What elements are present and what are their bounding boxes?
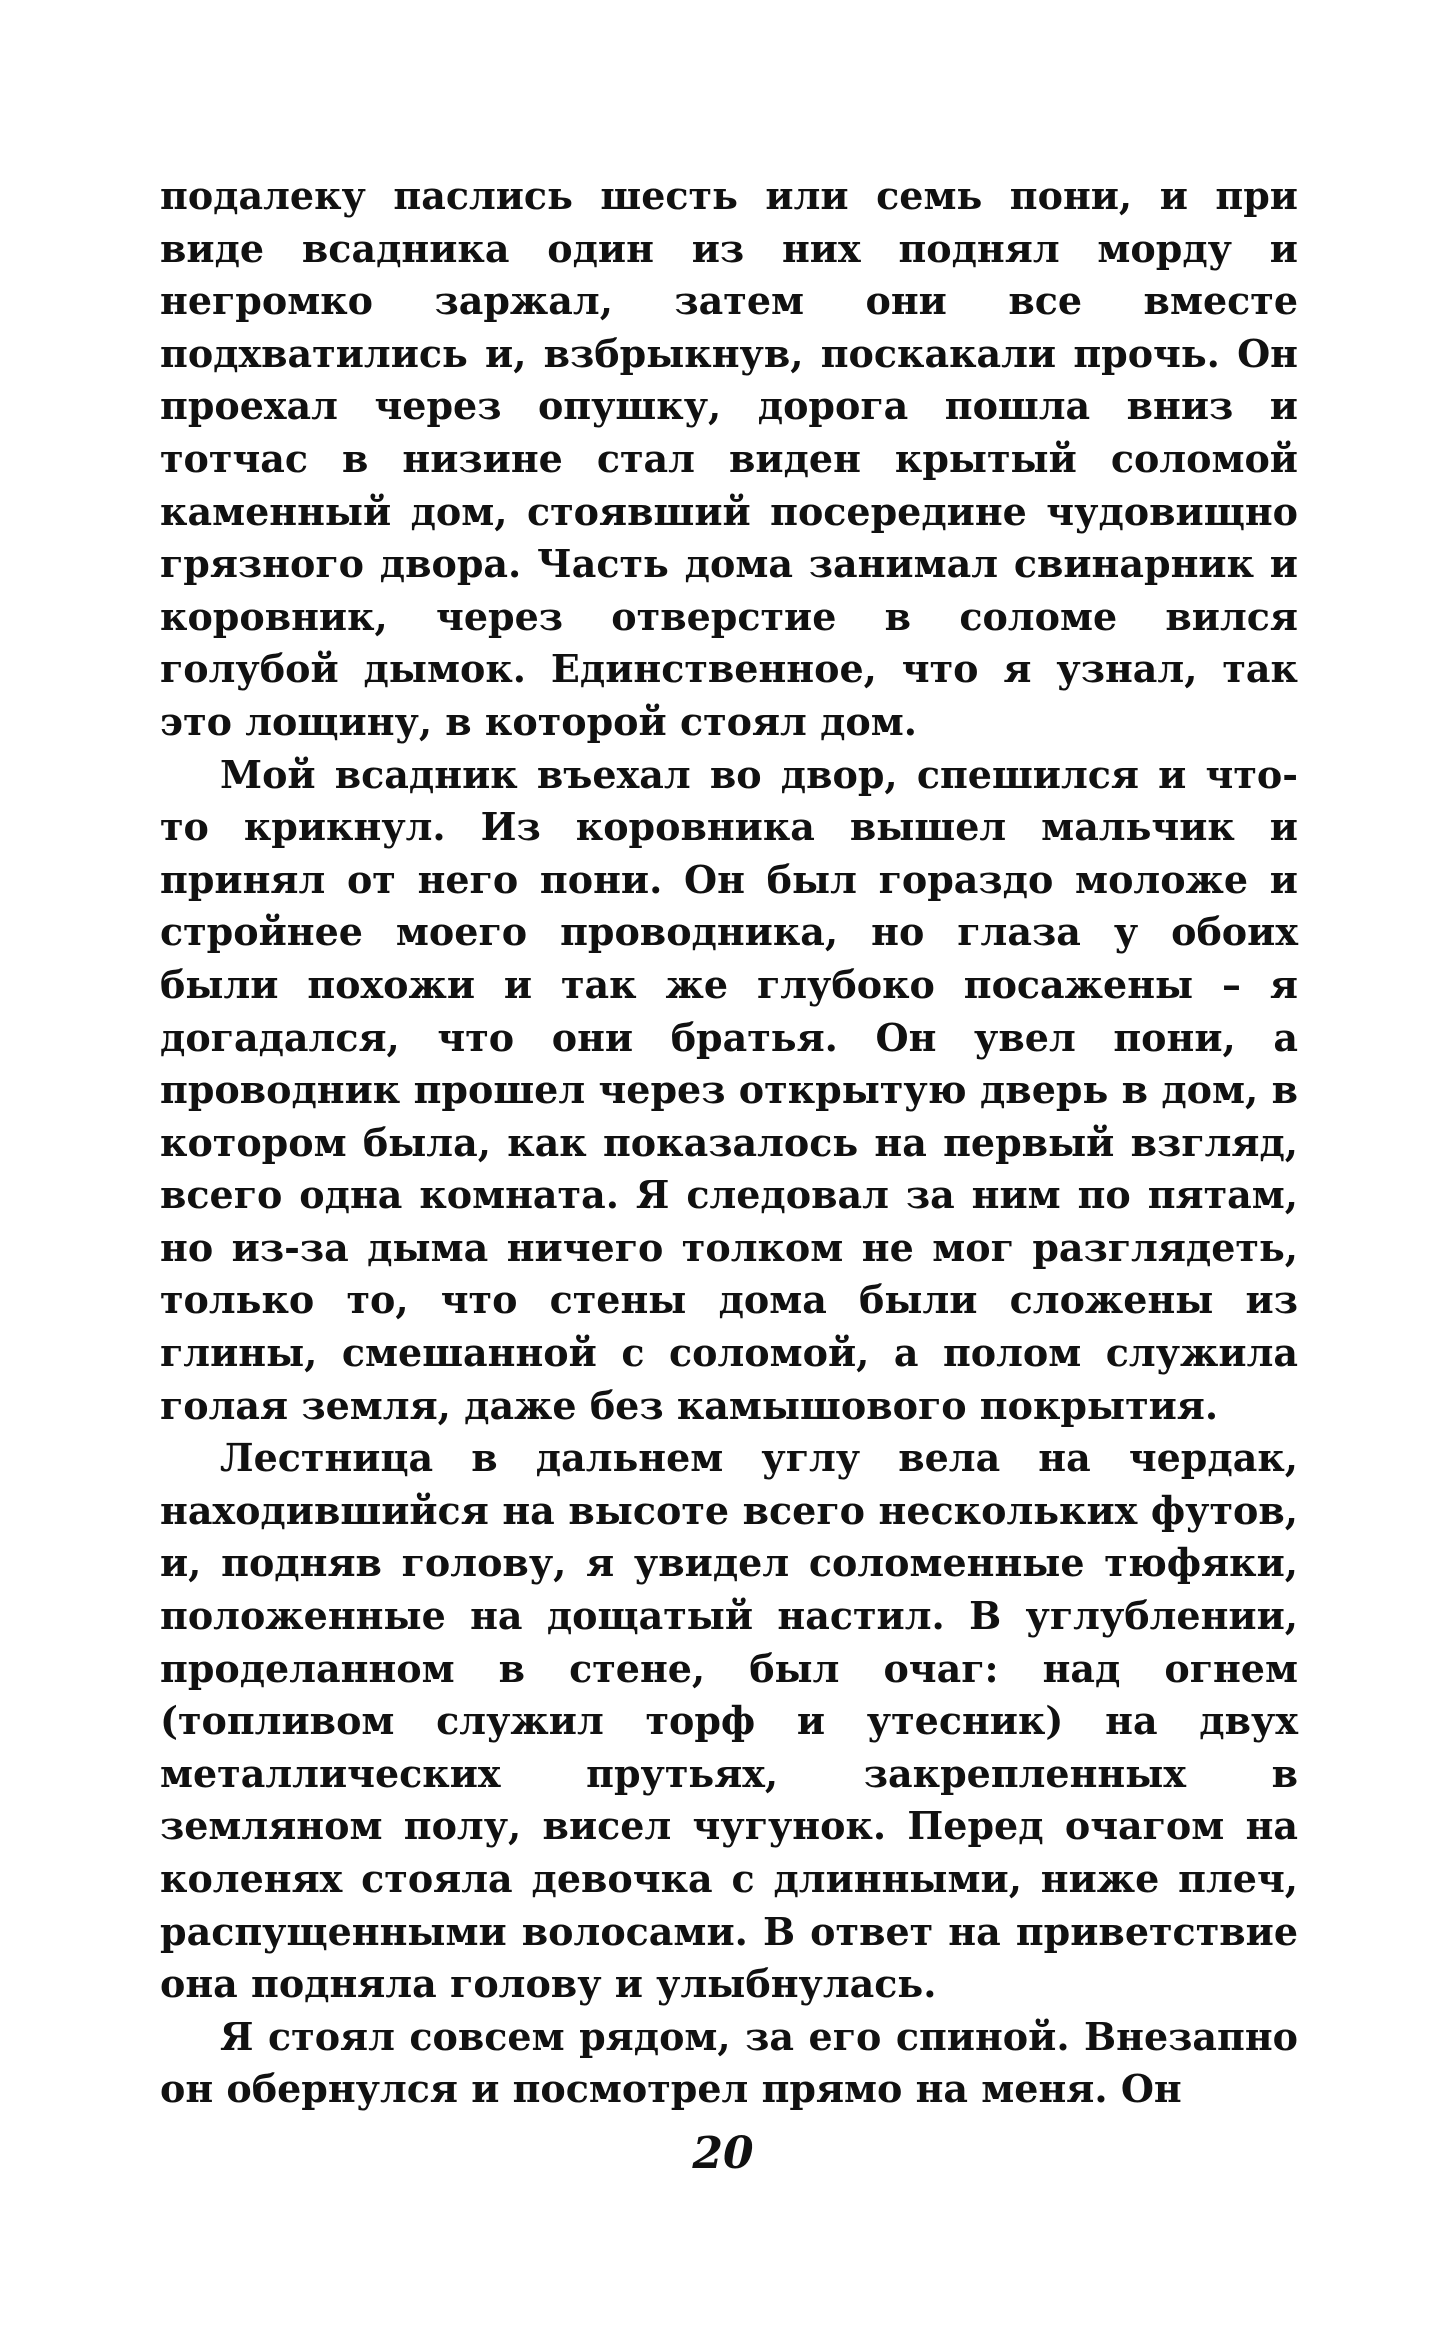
page-number: 20 xyxy=(692,2128,754,2179)
paragraph-1: подалеку паслись шесть или семь пони, и при виде всадника один из них поднял морду и негромко заржал, затем они все вместе подхватились и, взбрыкнув, поскакали прочь. Он проехал через опушку, дорога пошла вниз и тотчас в низине стал виден крытый соломой каменный дом, стоявший посередине чудовищно грязного двора. Часть дома занимал свинарник и коровник, через отверстие в соломе вился голубой дымок. Единственное, что я узнал, так это лощину, в которой стоял дом. xyxy=(160,173,1298,744)
paragraph-3: Лестница в дальнем углу вела на чердак, находившийся на высоте всего нескольких футов, и, подняв голову, я увидел соломенные тюфяки, положенные на дощатый настил. В углублении, проделанном в стене, был очаг: над огнем (топливом служил торф и утесник) на двух металлических прутьях, закрепленных в земляном полу, висел чугунок. Перед очагом на коленях стояла девочка с длинными, ниже плеч, распущенными волосами. В ответ на приветствие она подняла голову и улыбнулась. xyxy=(160,1435,1298,2007)
paragraph-4: Я стоял совсем рядом, за его спиной. Внезапно он обернулся и посмотрел прямо на меня. Он xyxy=(160,2013,1298,2112)
body-text xyxy=(160,170,1298,2116)
paragraph-2: Мой всадник въехал во двор, спешился и что-то крикнул. Из коровника вышел мальчик и принял от него пони. Он был гораздо моложе и стройнее моего проводника, но глаза у обоих были похожи и так же глубоко посажены – я догадался, что они братья. Он увел пони, а проводник прошел через открытую дверь в дом, в котором была, как показалось на первый взгляд, всего одна комната. Я следовал за ним по пятам, но из-за дыма ничего толком не мог разглядеть, только то, что стены дома были сложены из глины, смешанной с соломой, а полом служила голая земля, даже без камышового покрытия. xyxy=(160,751,1298,1428)
